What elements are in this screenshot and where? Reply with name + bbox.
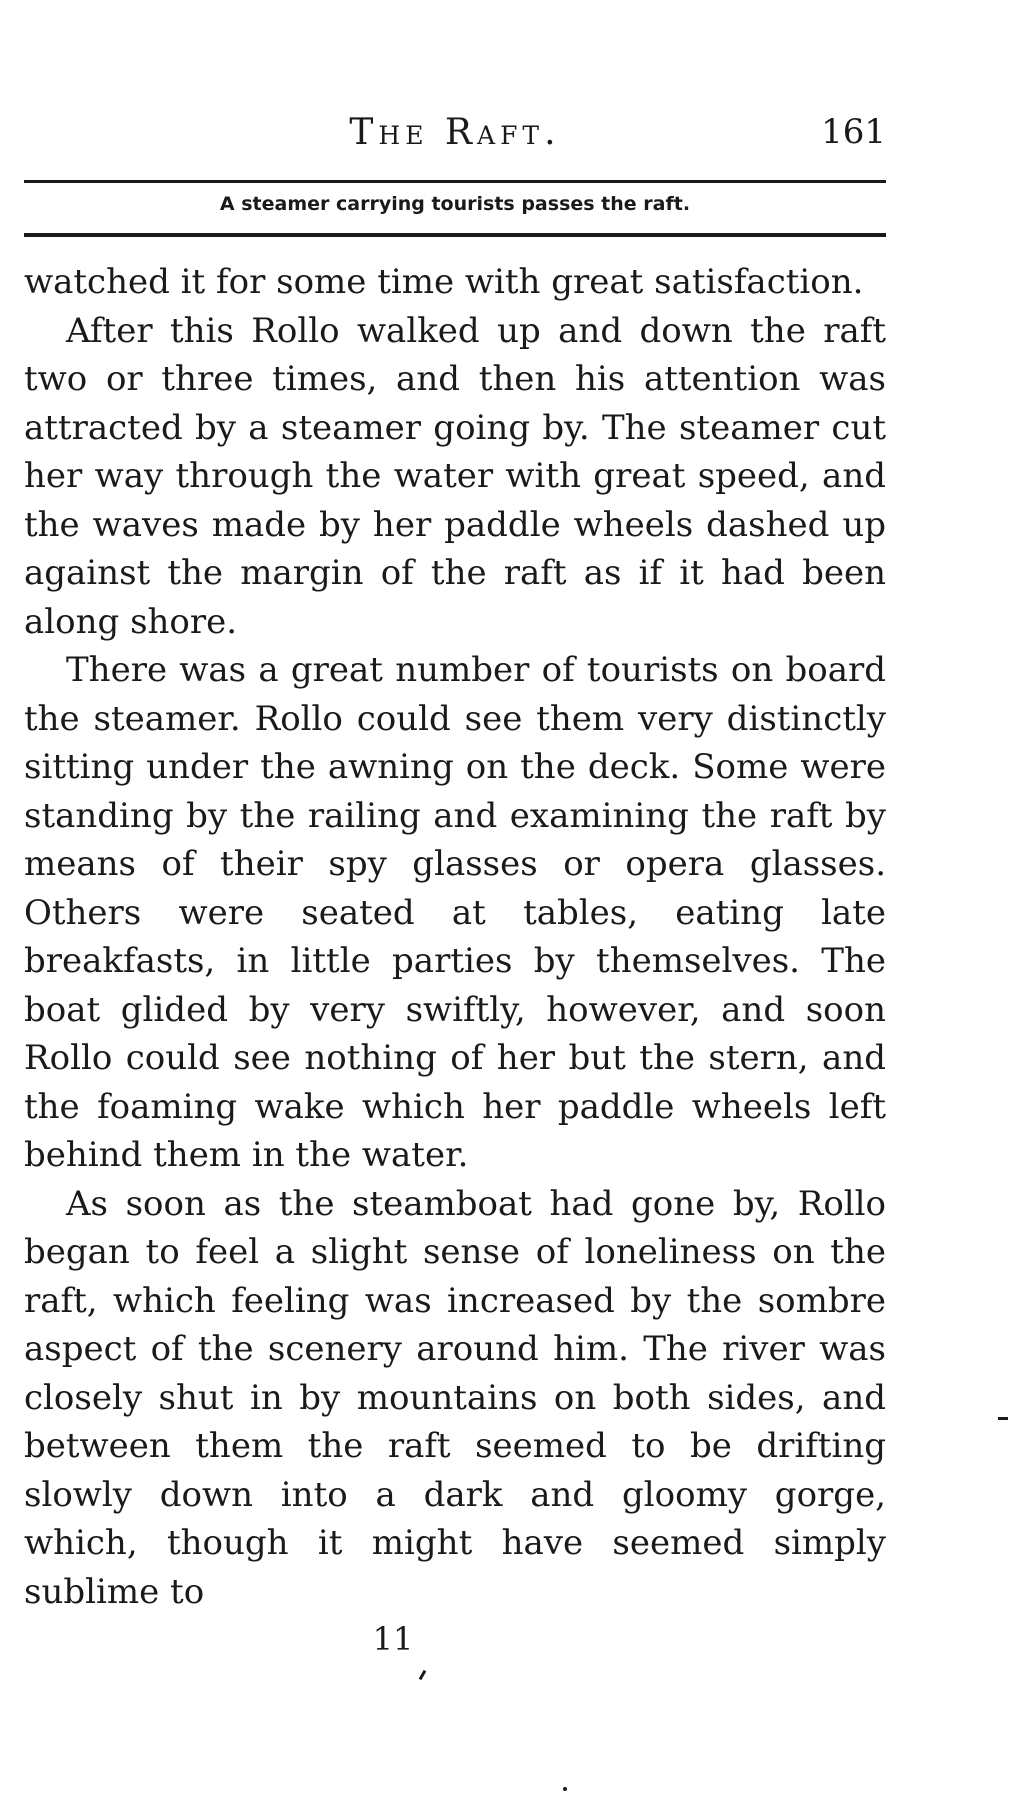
scan-speck (419, 1670, 427, 1680)
caption-bottom-rule (24, 233, 886, 237)
running-head (24, 112, 886, 162)
scan-speck (998, 1417, 1008, 1420)
paragraph-continued: watched it for some time with great satisfaction. (24, 262, 864, 302)
running-title: The Raft. (349, 112, 561, 153)
paragraph: After this Rollo walked up and down the raft two or three times, and then his attention was attracted by a steamer going by. The steamer cut her way through the water with great speed, and the waves made by her paddle wheels dashed up against the margin of the raft as if it had been along shore. (24, 310, 886, 642)
scan-speck (563, 1787, 567, 1791)
signature-mark: 11 (372, 1620, 414, 1658)
page-number: 161 (821, 112, 886, 152)
paragraph: There was a great number of tourists on board the steamer. Rollo could see them very distinctly sitting under the awning on the deck. Some were standing by the railing and examining the raft by means of their spy glasses or opera glasses. Others were seated at tables, eating late breakfasts, in little parties by themselves. The boat glided by very swiftly, however, and soon Rollo could see nothing of her but the stern, and the foaming wake which her paddle wheels left behind them in the water. (24, 650, 886, 1175)
caption-top-rule (24, 180, 886, 183)
body-text (24, 258, 886, 1616)
illustration-caption: A steamer carrying tourists passes the raft. (219, 193, 691, 215)
paragraph: As soon as the steamboat had gone by, Rollo began to feel a slight sense of loneliness on the raft, which feeling was increased by the sombre aspect of the scenery around him. The river was closely shut in by mountains on both sides, and between them the raft seemed to be drifting slowly down into a dark and gloomy gorge, which, though it might have seemed simply sublime to (24, 1183, 886, 1612)
